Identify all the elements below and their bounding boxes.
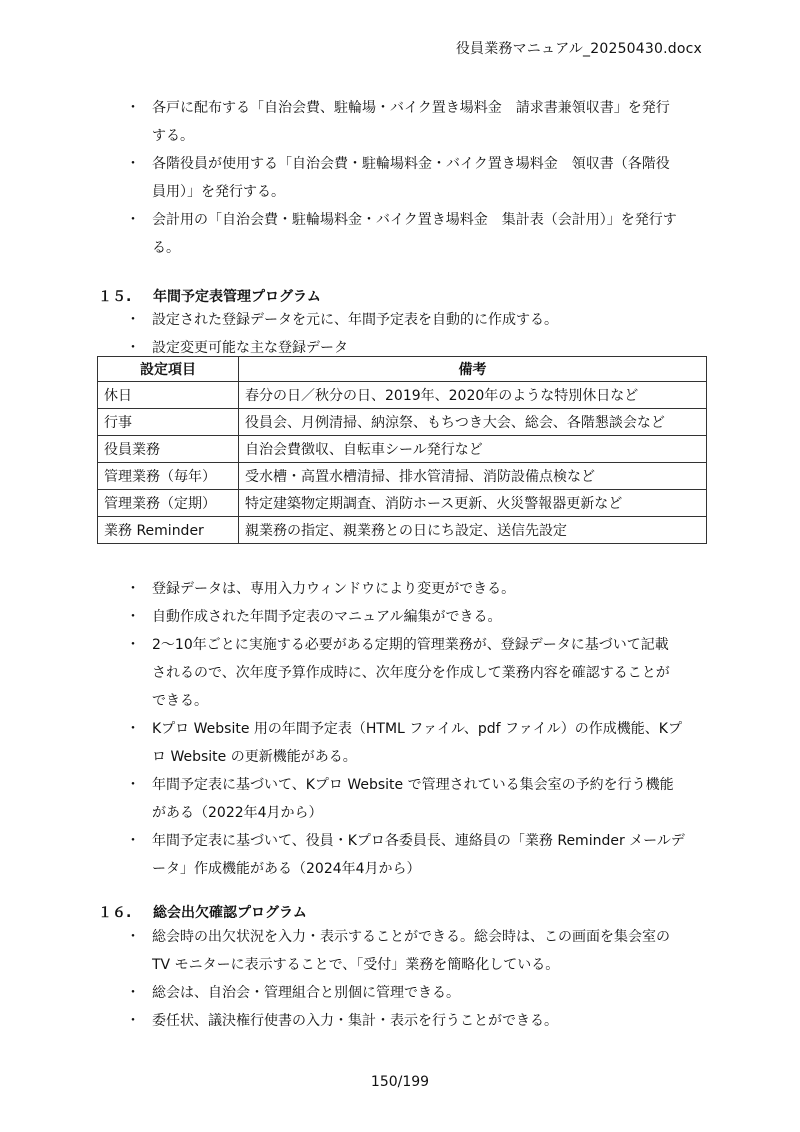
bullet-text-line: 年間予定表に基づいて、Kプロ Website で管理されている集会室の予約を行う機能	[152, 777, 674, 793]
table-row	[98, 490, 707, 517]
settings-table	[97, 356, 707, 544]
document-filename: 役員業務マニュアル_20250430.docx	[455, 41, 702, 57]
list-item	[124, 206, 714, 262]
table-cell: 休日	[98, 382, 239, 409]
section-15-after-bullets	[124, 575, 714, 883]
intro-bullet-list	[124, 94, 714, 262]
table-cell: 行事	[98, 409, 239, 436]
table-cell: 親業務の指定、親業務との日にち設定、送信先設定	[239, 517, 707, 544]
bullet-text-line: る。	[152, 240, 180, 256]
bullet-dot: ・	[126, 581, 140, 597]
list-item	[124, 631, 714, 715]
list-item	[124, 979, 714, 1007]
bullet-dot: ・	[126, 312, 140, 328]
table-cell: 役員会、月例清掃、納涼祭、もちつき大会、総会、各階懇談会など	[239, 409, 707, 436]
page-number: 150/199	[370, 1074, 430, 1090]
bullet-dot: ・	[126, 777, 140, 793]
bullet-dot: ・	[126, 156, 140, 172]
list-item	[124, 306, 714, 334]
bullet-text-line: ロ Website の更新機能がある。	[152, 749, 357, 765]
bullet-dot: ・	[126, 1013, 140, 1029]
list-item	[124, 1007, 714, 1035]
section-16-bullets	[124, 923, 714, 1035]
bullet-text-line: できる。	[152, 693, 208, 709]
bullet-text-line: TV モニターに表示することで、「受付」業務を簡略化している。	[152, 957, 560, 973]
table-cell: 受水槽・高置水槽清掃、排水管清掃、消防設備点検など	[239, 463, 707, 490]
bullet-dot: ・	[126, 609, 140, 625]
bullet-text-line: する。	[152, 128, 194, 144]
bullet-text-line: されるので、次年度予算作成時に、次年度分を作成して業務内容を確認することが	[152, 665, 670, 681]
bullet-dot: ・	[126, 637, 140, 653]
bullet-dot: ・	[126, 833, 140, 849]
section-title: 年間予定表管理プログラム	[153, 289, 321, 305]
section-15-heading	[98, 286, 321, 306]
bullet-text-line: Kプロ Website 用の年間予定表（HTML ファイル、pdf ファイル）の作成機能、Kプ	[152, 721, 682, 737]
bullet-text-line: 委任状、議決権行使書の入力・集計・表示を行うことができる。	[152, 1013, 558, 1029]
bullet-text-line: ータ」作成機能がある（2024年4月から）	[152, 861, 421, 877]
bullet-dot: ・	[126, 340, 140, 356]
table-header-row	[98, 357, 707, 382]
list-item	[124, 715, 714, 771]
bullet-text-line: 設定変更可能な主な登録データ	[152, 340, 348, 356]
table-cell: 春分の日／秋分の日、2019年、2020年のような特別休日など	[239, 382, 707, 409]
list-item	[124, 603, 714, 631]
table-row	[98, 409, 707, 436]
table-row	[98, 517, 707, 544]
bullet-dot: ・	[126, 721, 140, 737]
section-16-heading	[98, 902, 307, 922]
list-item	[124, 94, 714, 150]
section-15-bullets	[124, 306, 714, 362]
bullet-text-line: 2～10年ごとに実施する必要がある定期的管理業務が、登録データに基づいて記載	[152, 637, 669, 653]
bullet-dot: ・	[126, 212, 140, 228]
table-cell: 自治会費徴収、自転車シール発行など	[239, 436, 707, 463]
table-cell: 管理業務（定期）	[98, 490, 239, 517]
list-item	[124, 827, 714, 883]
bullet-dot: ・	[126, 985, 140, 1001]
table-row	[98, 382, 707, 409]
bullet-text-line: 各階役員が使用する「自治会費・駐輪場料金・バイク置き場料金 領収書（各階役	[152, 156, 670, 172]
list-item	[124, 771, 714, 827]
bullet-text-line: 各戸に配布する「自治会費、駐輪場・バイク置き場料金 請求書兼領収書」を発行	[152, 100, 670, 116]
bullet-dot: ・	[126, 100, 140, 116]
list-item	[124, 150, 714, 206]
bullet-text-line: 総会時の出欠状況を入力・表示することができる。総会時は、この画面を集会室の	[152, 929, 670, 945]
list-item	[124, 575, 714, 603]
table-row	[98, 436, 707, 463]
column-header: 設定項目	[98, 357, 239, 382]
bullet-dot: ・	[126, 929, 140, 945]
bullet-text-line: 総会は、自治会・管理組合と別個に管理できる。	[152, 985, 460, 1001]
bullet-text-line: 年間予定表に基づいて、役員・Kプロ各委員長、連絡員の「業務 Reminder メールデ	[152, 833, 685, 849]
bullet-text-line: 自動作成された年間予定表のマニュアル編集ができる。	[152, 609, 502, 625]
bullet-text-line: 設定された登録データを元に、年間予定表を自動的に作成する。	[152, 312, 558, 328]
section-title: 総会出欠確認プログラム	[153, 905, 307, 921]
section-number: １５.	[98, 289, 132, 305]
table-cell: 管理業務（毎年）	[98, 463, 239, 490]
section-number: １６.	[98, 905, 132, 921]
table-cell: 特定建築物定期調査、消防ホース更新、火災警報器更新など	[239, 490, 707, 517]
bullet-text-line: 会計用の「自治会費・駐輪場料金・バイク置き場料金 集計表（会計用）」を発行す	[152, 212, 677, 228]
bullet-text-line: がある（2022年4月から）	[152, 805, 323, 821]
column-header: 備考	[239, 357, 707, 382]
table-cell: 業務 Reminder	[98, 517, 239, 544]
table-cell: 役員業務	[98, 436, 239, 463]
table-row	[98, 463, 707, 490]
list-item	[124, 923, 714, 979]
bullet-text-line: 登録データは、専用入力ウィンドウにより変更ができる。	[152, 581, 516, 597]
bullet-text-line: 員用）」を発行する。	[152, 184, 285, 200]
